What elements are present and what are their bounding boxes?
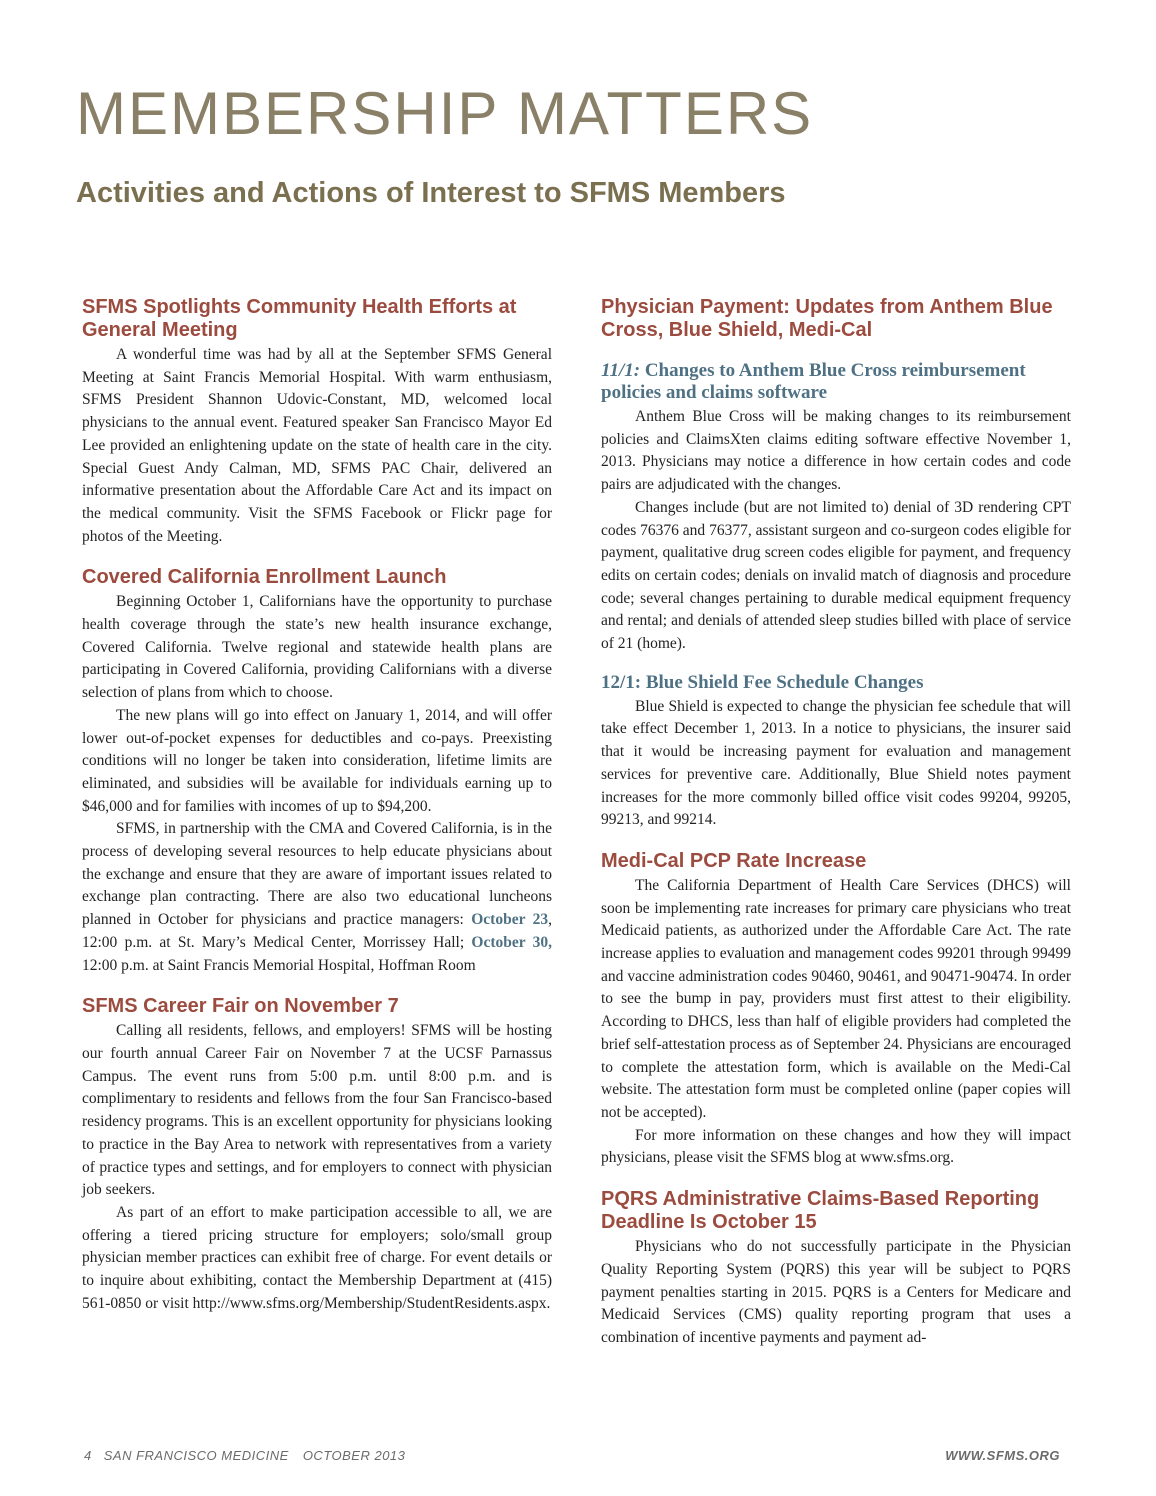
article-paragraph: As part of an effort to make participation accessible to all, we are offering a tiered pricing structure for employers; solo/small group physician member practices can exhibit free of charge. For event details or to inquire about exhibiting, contact the Membership Department at (415) 561-0850 or visit http://www.sfms.org/Membership/StudentResidents.aspx. (82, 1203, 552, 1312)
website-link[interactable]: WWW.SFMS.ORG (945, 1448, 1060, 1463)
article-heading: Covered California Enrollment Launch (82, 566, 447, 589)
article-career-fair (82, 995, 552, 1315)
article-heading: PQRS Administrative Claims-Based Reporting Deadline Is October 15 (601, 1188, 1040, 1234)
right-column (601, 296, 1071, 1368)
article-heading: SFMS Spotlights Community Health Efforts at General Meeting (82, 296, 517, 341)
article-physician-payment (601, 296, 1071, 832)
article-covered-california (82, 566, 552, 977)
article-paragraph: The new plans will go into effect on January 1, 2014, and will offer lower out-of-pocket expenses for deductibles and co-pays. Preexisting conditions will no longer be taken into consideration, lifetime limits are eliminated, and subsidies will be available for individuals earning up to $46,000 and for families with incomes of up to $94,200. (82, 706, 552, 815)
sub-heading-date: 11/1: (601, 360, 641, 381)
article-paragraph: Beginning October 1, Californians have the opportunity to purchase health coverage through the state’s new health insurance exchange, Covered California. Twelve regional and statewide health plans are participating in Covered California, providing Californians with a diverse selection of plans from which to choose. (82, 593, 552, 702)
article-paragraph: For more information on these changes and how they will impact physicians, please visit the SFMS blog at www.sfms.org. (601, 1126, 1071, 1167)
article-paragraph: A wonderful time was had by all at the September SFMS General Meeting at Saint Francis Memorial Hospital. With warm enthusiasm, SFMS President Shannon Udovic-Constant, MD, welcomed local physicians to the annual event. Featured speaker San Francisco Mayor Ed Lee provided an enlightening update on the state of health care in the city. Special Guest Andy Calman, MD, SFMS PAC Chair, delivered an informative presentation about the Affordable Care Act and its impact on the medical community. Visit the SFMS Facebook or Flickr page for photos of the Meeting. (82, 346, 552, 545)
sub-heading: 12/1: Blue Shield Fee Schedule Changes (601, 671, 924, 693)
paragraph-text: SFMS, in partnership with the CMA and Covered California, is in the process of developing several resources to help educate physicians about the exchange and ensure that they are aware of important issues related to exchange plan contracting. There are also two educational luncheons planned in October for physicians and practice managers: (82, 820, 552, 929)
article-general-meeting (82, 296, 552, 548)
left-column (82, 296, 552, 1333)
event-date-link: October 23 (471, 911, 549, 929)
article-paragraph (82, 818, 552, 977)
issue-date: OCTOBER 2013 (302, 1448, 406, 1463)
article-medi-cal (601, 850, 1071, 1170)
article-paragraph: Changes include (but are not limited to) denial of 3D rendering CPT codes 76376 and 76377, assistant surgeon and co-surgeon codes eligible for payment, qualitative drug screen codes eligible for payment, and frequency edits on certain codes; denials on invalid match of diagnosis and procedure code; several changes pertaining to durable medical equipment frequency and rental; and denials of attended sleep studies billed with place of service of 21 (home). (601, 498, 1071, 653)
article-paragraph: Anthem Blue Cross will be making changes to its reimbursement policies and ClaimsXten claims editing software effective November 1, 2013. Physicians may notice a difference in how certain codes and code pairs are adjudicated with the changes. (601, 408, 1071, 494)
paragraph-text: 12:00 p.m. at Saint Francis Memorial Hospital, Hoffman Room (82, 956, 476, 974)
article-heading: SFMS Career Fair on November 7 (82, 995, 399, 1018)
sub-heading-title: Changes to Anthem Blue Cross reimbursement policies and claims software (601, 360, 1026, 403)
page-number: 4 (84, 1448, 92, 1463)
footer-left (84, 1448, 405, 1463)
publication-name: SAN FRANCISCO MEDICINE (103, 1448, 289, 1463)
article-paragraph: Blue Shield is expected to change the physician fee schedule that will take effect December 1, 2013. In a notice to physicians, the insurer said that it would be increasing payment for evaluation and management services for preventive care. Additionally, Blue Shield notes payment increases for the more commonly billed office visit codes 99204, 99205, 99213, and 99214. (601, 697, 1071, 829)
paragraph-text: , 12:00 p.m. at St. Mary’s Medical Center, Morrissey Hall; (82, 911, 553, 951)
article-paragraph: Physicians who do not successfully participate in the Physician Quality Reporting System (PQRS) this year will be subject to PQRS payment penalties starting in 2015. PQRS is a Centers for Medicare and Medicaid Services (CMS) quality reporting program that uses a combination of incentive payments and payment ad- (601, 1238, 1071, 1346)
article-pqrs (601, 1188, 1071, 1350)
sub-heading (601, 360, 1071, 404)
article-heading: Physician Payment: Updates from Anthem Blue Cross, Blue Shield, Medi-Cal (601, 296, 1053, 341)
page-subtitle: Activities and Actions of Interest to SFMS Members (76, 177, 786, 209)
article-heading: Medi-Cal PCP Rate Increase (601, 849, 867, 872)
page-title: MEMBERSHIP MATTERS (76, 80, 814, 147)
event-date-link: October 30, (471, 933, 552, 951)
article-paragraph: The California Department of Health Care Services (DHCS) will soon be implementing rate increases for primary care physicians who treat Medicaid patients, as authorized under the Affordable Care Act. The rate increase applies to evaluation and management codes 99201 through 99499 and vaccine administration codes 90460, 90461, and 90471-90474. In order to see the bump in pay, providers must first attest to their eligibility. According to DHCS, less than half of eligible providers had completed the brief self-attestation process as of September 24. Physicians are encouraged to complete the attestation form, which is available on the Medi-Cal website. The attestation form must be completed online (paper copies will not be accepted). (601, 876, 1072, 1121)
article-paragraph: Calling all residents, fellows, and employers! SFMS will be hosting our fourth annual Career Fair on November 7 at the UCSF Parnassus Campus. The event runs from 5:00 p.m. until 8:00 p.m. and is complimentary to residents and fellows from the four San Francisco-based residency programs. This is an excellent opportunity for physicians looking to practice in the Bay Area to network with representatives from a variety of practice types and settings, and for employers to connect with physician job seekers. (82, 1022, 552, 1199)
